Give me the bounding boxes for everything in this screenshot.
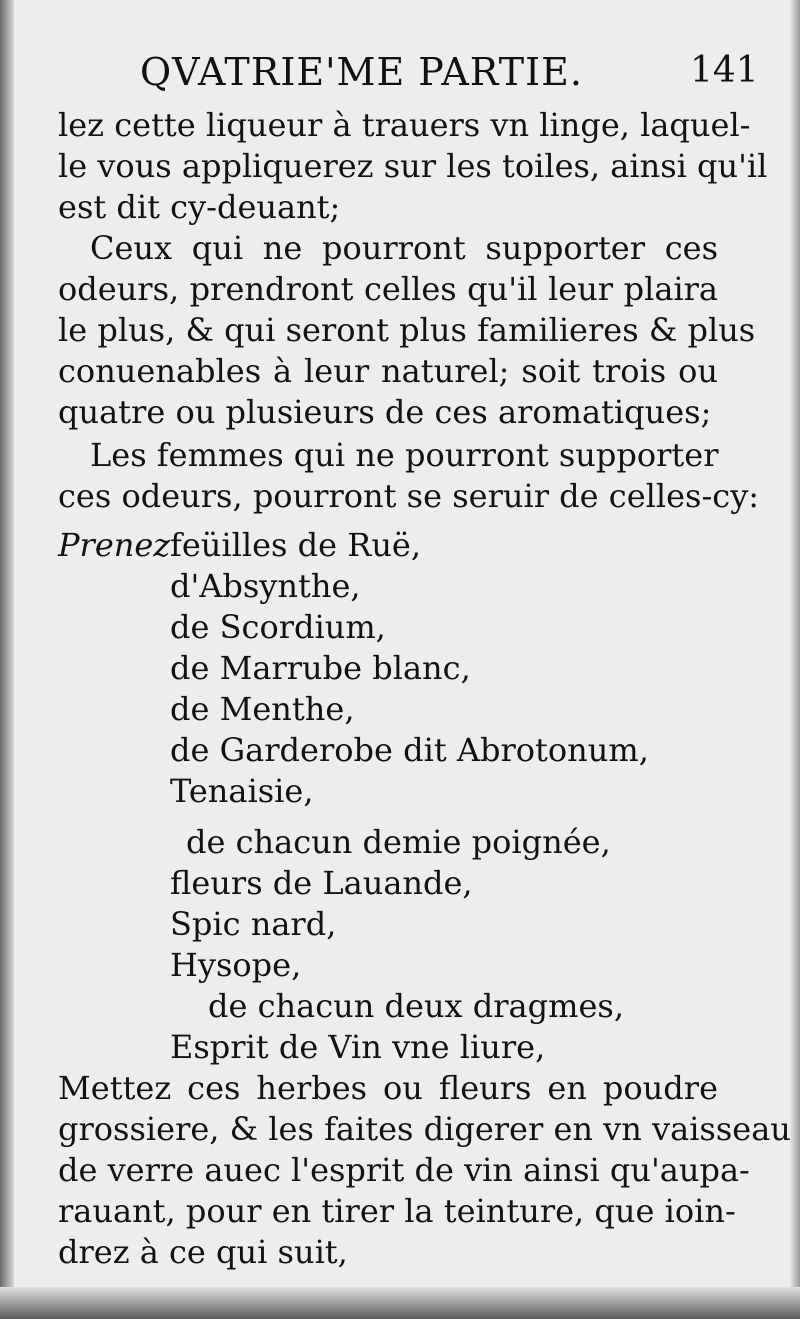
recipe-item: Tenaisie,	[170, 772, 314, 810]
text-line: ces odeurs, pourront se seruir de celles-cy:	[58, 477, 760, 515]
recipe-item: de Garderobe dit Abrotonum,	[170, 731, 649, 769]
recipe-item: de Menthe,	[170, 690, 355, 728]
text-line: est dit cy-deuant;	[58, 188, 341, 226]
recipe-item: d'Absynthe,	[170, 567, 361, 605]
text-line: Mettez ces herbes ou fleurs en poudre	[58, 1069, 718, 1107]
text-line: quatre ou plusieurs de ces aromatiques;	[58, 393, 712, 431]
recipe-item: feüilles de Ruë,	[170, 526, 422, 564]
text-line: grossiere, & les faites digerer en vn vaisseau	[58, 1110, 791, 1148]
recipe-item: Spic nard,	[170, 905, 337, 943]
running-head: QVATRIE'ME PARTIE.	[140, 50, 583, 94]
recipe-item: Hysope,	[170, 946, 302, 984]
recipe-item: de chacun deux dragmes,	[208, 987, 624, 1025]
text-line: rauant, pour en tirer la teinture, que ioin-	[58, 1192, 736, 1230]
recipe-item: de chacun demie poignée,	[186, 823, 611, 861]
text-line: le plus, & qui seront plus familieres & plus	[58, 311, 756, 349]
page-number: 141	[690, 50, 759, 91]
recipe-item: de Scordium,	[170, 608, 386, 646]
text-line: conuenables à leur naturel; soit trois ou	[58, 352, 718, 390]
recipe-item: Esprit de Vin vne liure,	[170, 1028, 546, 1066]
recipe-item: fleurs de Lauande,	[170, 864, 473, 902]
text-line: lez cette liqueur à trauers vn linge, laquel-	[58, 106, 751, 144]
recipe-item: de Marrube blanc,	[170, 649, 471, 687]
text-line: le vous appliquerez sur les toiles, ainsi qu'il	[58, 147, 768, 185]
recipe-prenez: Prenez	[58, 526, 171, 564]
text-line: de verre auec l'esprit de vin ainsi qu'aupa-	[58, 1151, 750, 1189]
paragraph-start: Ceux qui ne pourront supporter ces	[90, 229, 718, 267]
paragraph-start: Les femmes qui ne pourront supporter	[90, 436, 719, 474]
text-line: drez à ce qui suit,	[58, 1233, 348, 1271]
text-line: odeurs, prendront celles qu'il leur plaira	[58, 270, 718, 308]
